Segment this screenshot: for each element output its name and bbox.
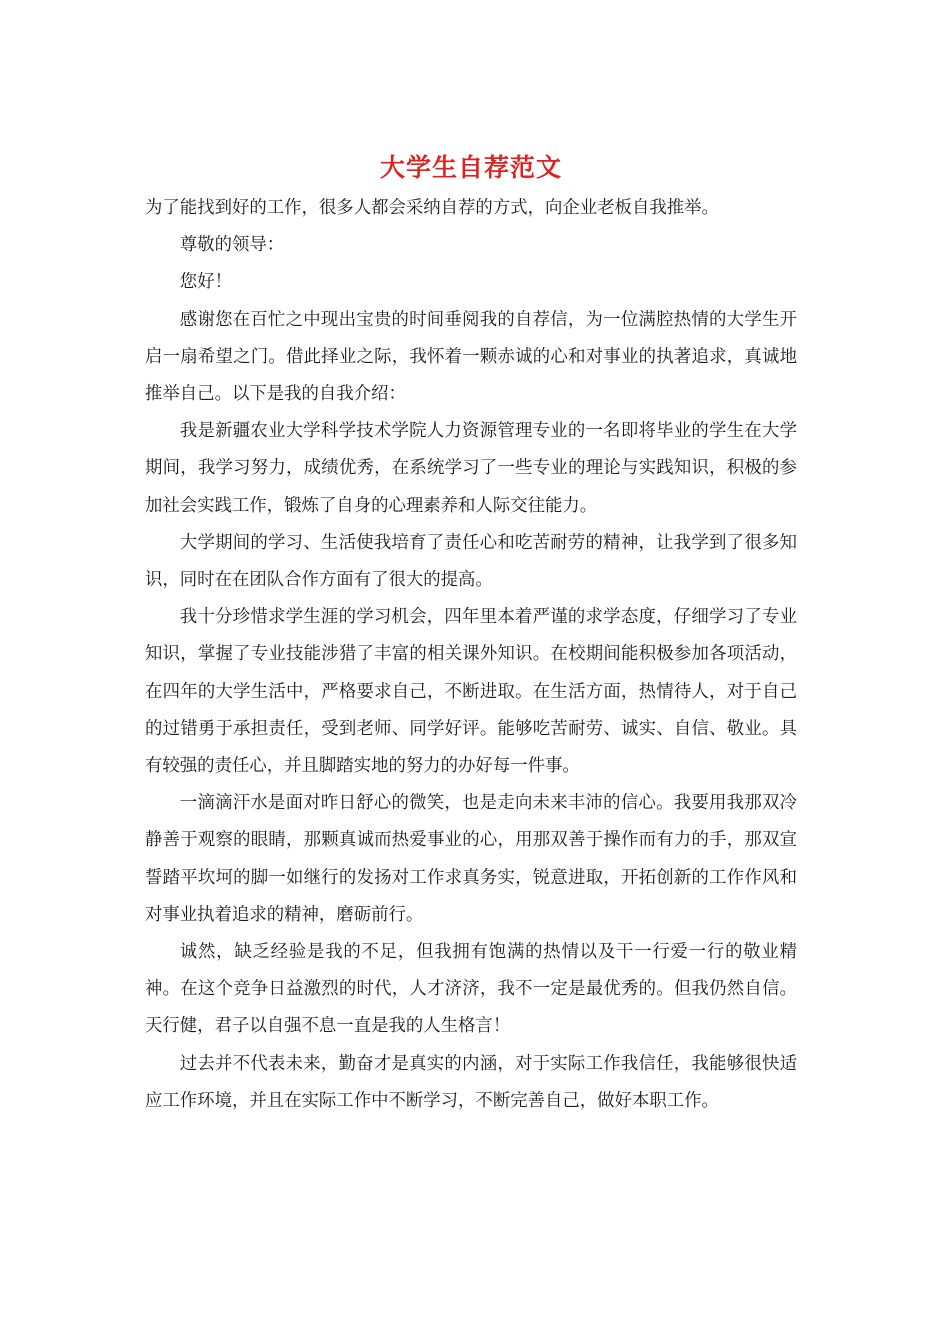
body-paragraph: 诚然，缺乏经验是我的不足，但我拥有饱满的热情以及干一行爱一行的敬业精神。在这个竞争日益激烈的时代，人才济济，我不一定是最优秀的。但我仍然自信。天行健，君子以自强不息一直是我的人生格言！	[145, 942, 797, 1037]
body-paragraph: 大学期间的学习、生活使我培育了责任心和吃苦耐劳的精神，让我学到了很多知识，同时在在团队合作方面有了很大的提高。	[145, 532, 797, 591]
salutation: 尊敬的领导：	[179, 235, 285, 256]
body-paragraph: 过去并不代表未来，勤奋才是真实的内涵，对于实际工作我信任，我能够很快适应工作环境，并且在实际工作中不断学习，不断完善自己，做好本职工作。	[145, 1053, 797, 1111]
greeting: 您好！	[179, 272, 232, 293]
body-paragraph: 一滴滴汗水是面对昨日舒心的微笑，也是走向未来丰沛的信心。我要用我那双冷静善于观察的眼睛，那颗真诚而热爱事业的心，用那双善于操作而有力的手，那双宣誓踏平坎坷的脚一如继行的发扬对工作求真务实，锐意进取，开拓创新的工作作风和对事业执着追求的精神，磨砺前行。	[145, 793, 797, 925]
body-paragraph: 我十分珍惜求学生涯的学习机会，四年里本着严谨的求学态度，仔细学习了专业知识，掌握了专业技能涉猎了丰富的相关课外知识。在校期间能积极参加各项活动，在四年的大学生活中，严格要求自己，不断进取。在生活方面，热情待人，对于自己的过错勇于承担责任，受到老师、同学好评。能够吃苦耐劳、诚实、自信、敬业。具有较强的责任心，并且脚踏实地的努力的办好每一件事。	[145, 607, 797, 777]
intro-paragraph: 为了能找到好的工作，很多人都会采纳自荐的方式，向企业老板自我推举。	[145, 198, 719, 218]
document-title: 大学生自荐范文	[379, 153, 562, 182]
document-page	[145, 148, 797, 1120]
body-paragraph: 感谢您在百忙之中现出宝贵的时间垂阅我的自荐信，为一位满腔热情的大学生开启一扇希望之门。借此择业之际，我怀着一颗赤诚的心和对事业的执著追求，真诚地推举自己。以下是我的自我介绍：	[145, 309, 797, 405]
body-paragraph: 我是新疆农业大学科学技术学院人力资源管理专业的一名即将毕业的学生在大学期间，我学习努力，成绩优秀，在系统学习了一些专业的理论与实践知识，积极的参加社会实践工作，锻炼了自身的心理素养和人际交往能力。	[145, 421, 797, 516]
